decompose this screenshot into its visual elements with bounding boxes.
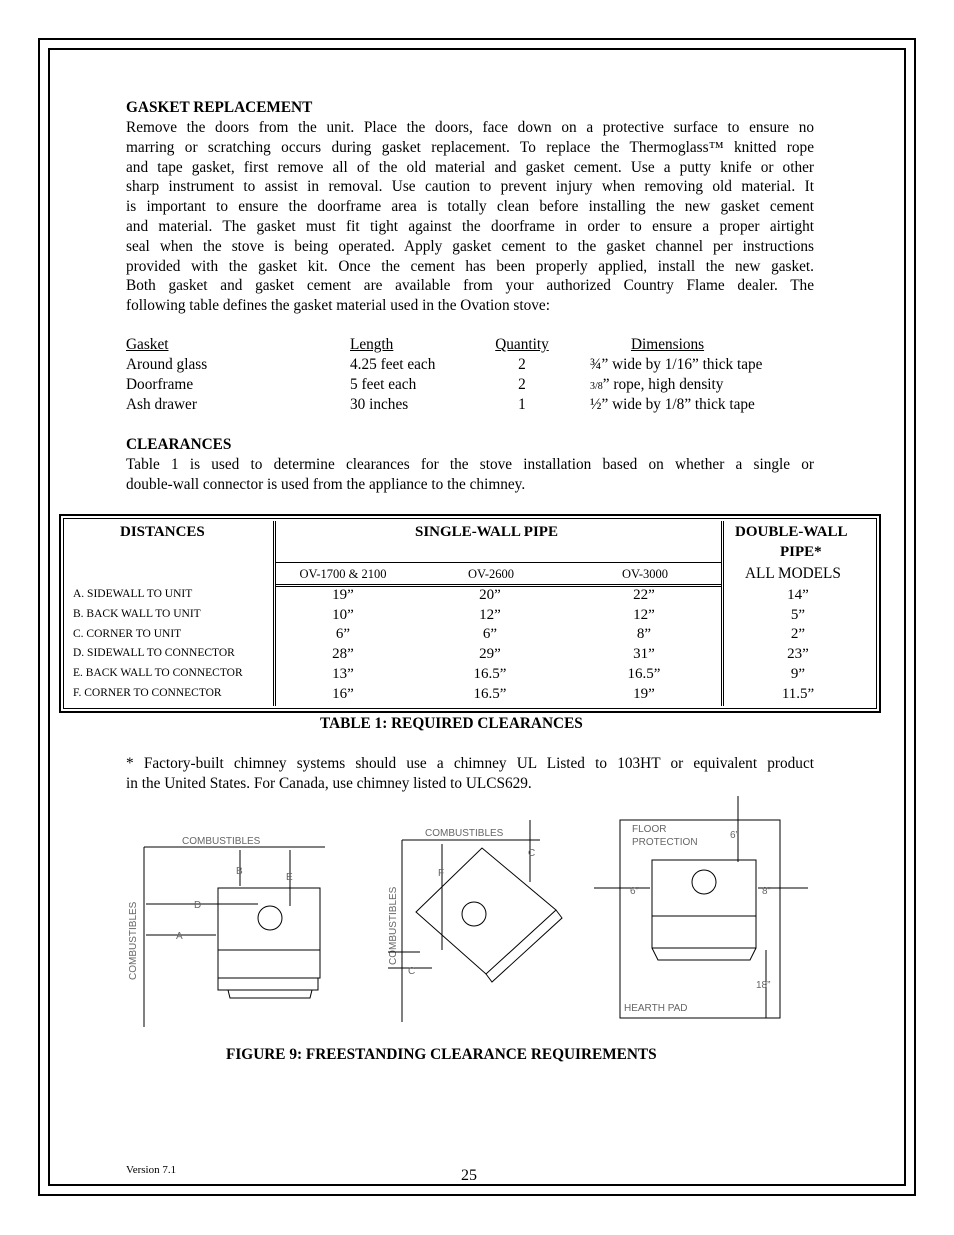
value-cell: 8”: [636, 626, 652, 642]
gasket-table: [126, 336, 826, 416]
clearances-paragraph: [126, 455, 814, 495]
value-cell: 28”: [332, 646, 354, 662]
version-label: Version 7.1: [126, 1164, 177, 1176]
model-ov3000: OV-3000: [621, 567, 669, 581]
value-cell: 12”: [633, 607, 655, 623]
cell-dimensions: ½” wide by 1/8” thick tape: [590, 396, 755, 413]
diagram-floor-protection: [594, 796, 808, 1018]
clearances-line: double-wall connector is used from the appliance to the chimney.: [126, 475, 526, 493]
footnote-line: in the United States. For Canada, use chimney listed to ULCS629.: [126, 774, 532, 792]
gasket-paragraph: [126, 118, 814, 316]
diagram-sidewall: [128, 836, 325, 1027]
label-b: B: [236, 866, 243, 877]
label-8-right: 8”: [762, 886, 771, 897]
gasket-line: Remove the doors from the unit. Place the doors, face down on a protective surface to ensure no: [126, 119, 814, 136]
cell-gasket: Doorframe: [126, 376, 194, 393]
cell-quantity: 1: [518, 396, 526, 413]
diagram-corner: [388, 820, 562, 1022]
dimension-text: ” rope, high density: [602, 376, 724, 393]
header-double-wall: DOUBLE-WALL: [735, 524, 848, 540]
value-cell: 23”: [787, 646, 809, 662]
row-label: A. SIDEWALL TO UNIT: [73, 588, 193, 600]
value-cell: 29”: [479, 646, 501, 662]
label-hearth-pad: HEARTH PAD: [624, 1003, 688, 1014]
table-divider: [276, 562, 721, 563]
gasket-line: and material. The gasket must fit tight against the doorframe in order to ensure a proper airtight: [126, 217, 814, 235]
value-cell: 22”: [633, 587, 655, 603]
gasket-heading: GASKET REPLACEMENT: [126, 99, 313, 116]
label-combustibles-side: COMBUSTIBLES: [128, 901, 139, 980]
value-cell: 9”: [790, 666, 806, 682]
cell-gasket: Ash drawer: [126, 396, 197, 413]
model-ov2600: OV-2600: [467, 567, 515, 581]
label-18: 18”: [756, 980, 771, 991]
table-caption: TABLE 1: REQUIRED CLEARANCES: [320, 715, 583, 732]
value-cell: 16.5”: [473, 686, 507, 702]
footnote: [126, 754, 814, 794]
table-divider: [276, 584, 721, 585]
value-cell: 19”: [332, 587, 354, 603]
label-combustibles-top: COMBUSTIBLES: [182, 836, 261, 847]
page-number: 25: [461, 1167, 477, 1184]
figure-caption: FIGURE 9: FREESTANDING CLEARANCE REQUIREMENTS: [226, 1046, 657, 1063]
value-cell: 16.5”: [627, 666, 661, 682]
header-distances: DISTANCES: [120, 524, 205, 540]
label-a: A: [176, 931, 183, 942]
cell-length: 5 feet each: [350, 376, 417, 393]
clearances-heading: CLEARANCES: [126, 436, 232, 453]
value-cell: 5”: [790, 607, 806, 623]
value-cell: 6”: [482, 626, 498, 642]
cell-gasket: Around glass: [126, 356, 208, 373]
gasket-line: seal when the stove is being operated. Apply gasket cement to the gasket channel per instructions: [126, 237, 814, 255]
value-cell: 2”: [790, 626, 806, 642]
value-cell: 19”: [633, 686, 655, 702]
label-c-top: C: [528, 848, 536, 859]
cell-dimensions: ¾” wide by 1/16” thick tape: [590, 356, 763, 373]
value-cell: 11.5”: [781, 686, 815, 702]
row-label: F. CORNER TO CONNECTOR: [73, 687, 222, 699]
table-row: [126, 376, 826, 396]
row-label: D. SIDEWALL TO CONNECTOR: [73, 647, 235, 659]
table-divider: [721, 521, 722, 706]
value-cell: 16”: [332, 686, 354, 702]
row-label: B. BACK WALL TO UNIT: [73, 608, 201, 620]
value-cell: 12”: [479, 607, 501, 623]
value-cell: 20”: [479, 587, 501, 603]
col-dimensions: Dimensions: [631, 336, 705, 353]
gasket-line: sharp instrument to assist in removal. Use caution to prevent injury when removing old material. It: [126, 178, 814, 196]
value-cell: 14”: [787, 587, 809, 603]
table-divider: [723, 521, 724, 706]
label-combustibles-side-2: COMBUSTIBLES: [388, 886, 399, 965]
row-label: E. BACK WALL TO CONNECTOR: [73, 667, 243, 679]
table-divider: [275, 521, 276, 706]
gasket-line: provided with the gasket kit. Once the cement has been properly applied, install the new gasket.: [126, 257, 814, 275]
col-quantity: Quantity: [495, 336, 549, 353]
label-combustibles-top-2: COMBUSTIBLES: [425, 828, 504, 839]
label-d: D: [194, 900, 202, 911]
value-cell: 10”: [332, 607, 354, 623]
value-cell: 6”: [335, 626, 351, 642]
all-models: ALL MODELS: [745, 565, 841, 582]
label-f: F: [438, 868, 445, 879]
table-row: [126, 396, 826, 416]
table-divider: [273, 521, 274, 706]
gasket-table-header: [126, 336, 826, 356]
value-cell: 31”: [633, 646, 655, 662]
col-gasket: Gasket: [126, 336, 169, 353]
label-protection: PROTECTION: [632, 837, 698, 848]
col-length: Length: [350, 336, 394, 353]
gasket-line: Both gasket and gasket cement are available from your authorized Country Flame dealer. The: [126, 277, 814, 295]
label-e: E: [286, 872, 293, 883]
clearance-figure: [120, 790, 820, 1030]
label-6-left: 6”: [630, 886, 639, 897]
fraction-prefix: 3/8: [590, 381, 603, 392]
cell-length: 30 inches: [350, 396, 409, 413]
clearances-line: Table 1 is used to determine clearances for the stove installation based on whether a single or: [126, 456, 814, 473]
cell-quantity: 2: [518, 376, 526, 393]
gasket-line: marring or scratching occurs during gasket replacement. To replace the Thermoglass™ knitted rope: [126, 138, 814, 156]
cell-quantity: 2: [518, 356, 526, 373]
gasket-line: is important to ensure the doorframe area is totally clean before installing the new gasket cement: [126, 198, 814, 216]
model-ov1700: OV-1700 & 2100: [299, 567, 387, 581]
label-floor: FLOOR: [632, 824, 667, 835]
value-cell: 13”: [332, 666, 354, 682]
header-single-wall: SINGLE-WALL PIPE: [415, 524, 558, 540]
value-cell: 16.5”: [473, 666, 507, 682]
cell-dimensions: [590, 376, 723, 394]
footnote-line: * Factory-built chimney systems should use a chimney UL Listed to 103HT or equivalent product: [126, 755, 814, 772]
label-6-top: 6”: [730, 830, 739, 841]
row-label: C. CORNER TO UNIT: [73, 628, 182, 640]
label-c-bottom: C: [408, 966, 416, 977]
table-row: [126, 356, 826, 376]
gasket-line: following table defines the gasket material used in the Ovation stove:: [126, 297, 550, 315]
cell-length: 4.25 feet each: [350, 356, 436, 373]
header-double-wall-pipe: PIPE*: [780, 544, 822, 560]
gasket-line: and tape gasket, first remove all of the old material and gasket cement. Use a putty knife or other: [126, 158, 814, 176]
